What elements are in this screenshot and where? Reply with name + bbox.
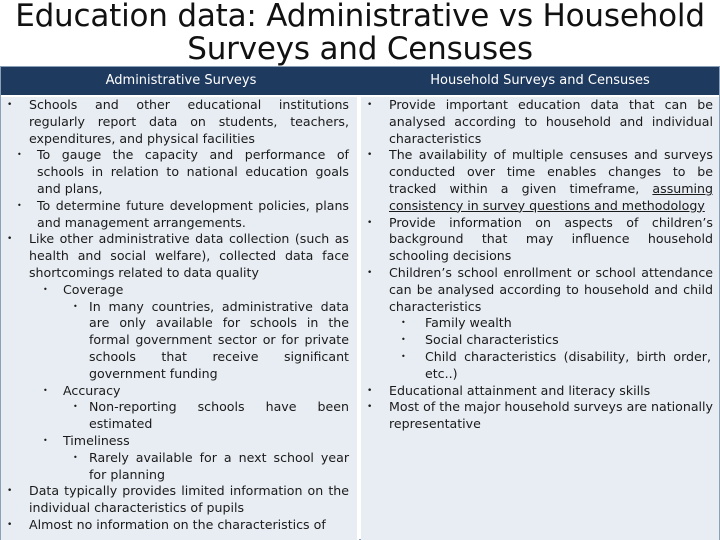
list-subitem: • Coverage [43,281,124,297]
bullet-icon: • [367,402,373,413]
bullet-icon: • [401,351,406,361]
list-subitem: • Social characteristics [401,332,559,348]
list-subitem: • To gauge the capacity and performance of schools in relation to national education goals and plans, [17,147,349,196]
bullet-icon: • [7,486,13,497]
bullet-icon: • [17,150,22,160]
list-item: • The availability of multiple censuses and surveys conducted over time enables changes to be tracked within a given timeframe, assuming consistency in survey questions and methodology [367,147,713,213]
list-item: • Educational attainment and literacy skills [367,382,651,398]
bullet-icon: • [43,435,48,445]
list-subitem: • Family wealth [401,315,512,331]
list-subitem: • Rarely available for a next school year for planning [73,449,349,482]
list-item: • Schools and other educational institutions regularly report data on students, teachers, expenditures, and physical facilities [7,97,349,146]
title-line-1: Education data: Administrative vs Household [15,0,705,34]
list-subitem: • In many countries, administrative data are only available for schools in the formal government sector or for private schools that receive significant government funding [73,298,349,381]
bullet-icon: • [367,267,373,278]
list-item: • Provide information on aspects of children’s background that may influence household schooling decisions [367,214,713,264]
bullet-icon: • [7,234,13,245]
bullet-icon: • [43,385,48,395]
bullet-icon: • [367,100,373,110]
bullet-icon: • [367,217,373,228]
list-item: • Most of the major household surveys are nationally representative [367,399,713,432]
bullet-icon: • [73,301,78,311]
list-item: • Almost no information on the characteristics of [7,516,326,532]
title-line-2: Surveys and Censuses [187,31,533,67]
list-subitem: • To determine future development policies, plans and management arrangements. [17,197,349,230]
list-item: • Like other administrative data collection (such as health and social welfare), collected data face shortcomings related to data quality [7,231,349,280]
list-item: • Provide important education data that can be analysed according to household and individual characteristics [367,97,713,146]
bullet-icon: • [367,150,373,161]
admin-surveys-column [1,97,359,540]
bullet-icon: • [367,385,373,396]
bullet-icon: • [7,519,13,530]
list-subitem: • Child characteristics (disability, birth order, etc..) [401,348,711,381]
list-item: • Data typically provides limited information on the individual characteristics of pupils [7,483,349,516]
household-list [361,97,719,433]
household-surveys-column [361,97,719,540]
household-surveys-header: Household Surveys and Censuses [361,67,719,95]
bullet-icon: • [73,452,78,462]
list-subitem: • Non-reporting schools have been estimated [73,399,349,432]
list-subitem: • Timeliness [43,432,130,448]
bullet-icon: • [7,100,13,110]
comparison-table [0,66,720,540]
admin-list [1,97,357,534]
list-item: • Children’s school enrollment or school attendance can be analysed according to household and child characteristics [367,264,713,314]
list-subitem: • Accuracy [43,382,121,398]
admin-surveys-header: Administrative Surveys [1,67,361,95]
bullet-icon: • [401,318,406,328]
bullet-icon: • [43,284,48,294]
underlined-text: assuming consistency in survey questions and methodology [389,180,713,213]
bullet-icon: • [401,335,406,345]
bullet-icon: • [73,402,78,412]
page-title [0,0,720,66]
bullet-icon: • [17,200,22,210]
